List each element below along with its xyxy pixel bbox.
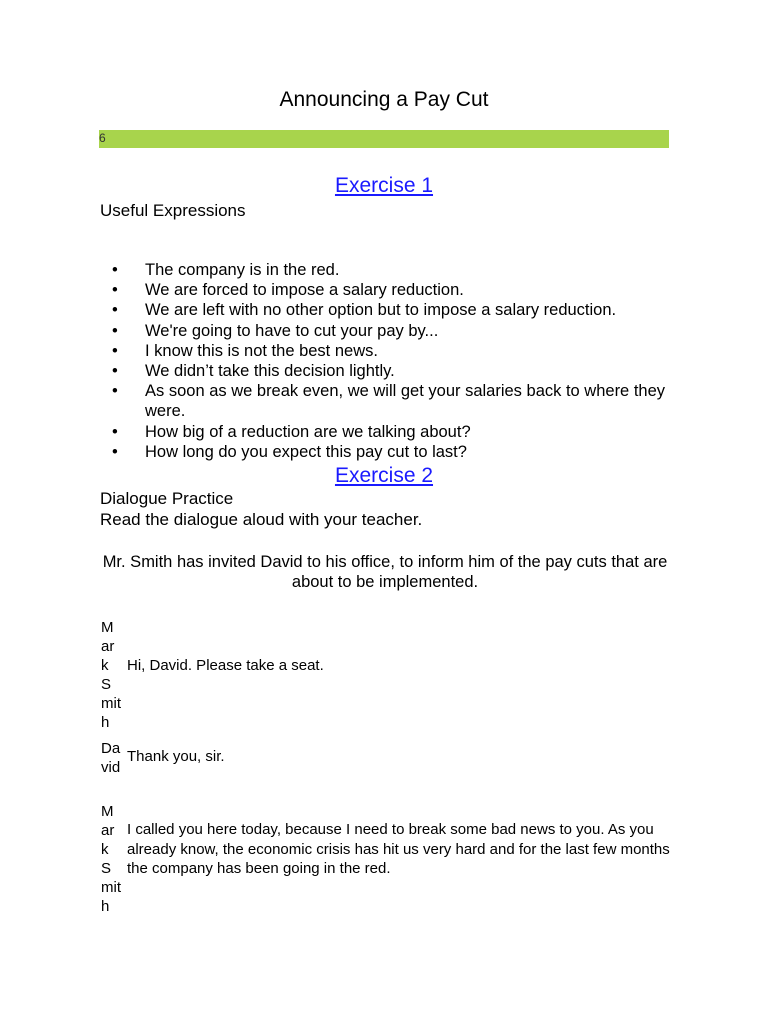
list-item: • How long do you expect this pay cut to last? [112, 442, 467, 461]
list-item: • As soon as we break even, we will get your salaries back to where they were. [112, 382, 666, 421]
speaker-label: David [101, 740, 121, 776]
list-item: • We are left with no other option but to impose a salary reduction. [112, 301, 617, 320]
page-title: Announcing a Pay Cut [279, 88, 489, 111]
exercise-2-subtitle: Dialogue Practice [100, 489, 234, 508]
list-item: • I know this is not the best news. [112, 341, 378, 360]
speaker-label: Mark Smith [101, 619, 121, 731]
exercise-2-heading[interactable]: Exercise 2 [334, 464, 434, 487]
list-item: • We're going to have to cut your pay by... [112, 321, 439, 340]
dialogue-line: Thank you, sir. [127, 748, 225, 765]
exercise-1-heading[interactable]: Exercise 1 [334, 174, 434, 197]
speaker-label: Mark Smith [101, 803, 121, 915]
exercise-1-subtitle: Useful Expressions [100, 201, 246, 220]
list-item: • We didn’t take this decision lightly. [112, 362, 395, 381]
list-item: • We are forced to impose a salary reduction. [112, 281, 464, 300]
dialogue-line: I called you here today, because I need to break some bad news to you. As you already know, the economic crisis has hit us very hard and for the last few months the company has been going in the red. [127, 821, 670, 877]
expressions-list [100, 260, 670, 462]
list-item: • How big of a reduction are we talking about? [112, 422, 471, 441]
dialogue-intro: Mr. Smith has invited David to his office, to inform him of the pay cuts that are about to be implemented. [102, 553, 668, 591]
instruction-text: Read the dialogue aloud with your teacher. [100, 510, 423, 529]
dialogue-line: Hi, David. Please take a seat. [127, 657, 324, 674]
list-item: • The company is in the red. [112, 261, 340, 279]
section-bar [99, 130, 669, 148]
page-number: 6 [99, 131, 106, 145]
